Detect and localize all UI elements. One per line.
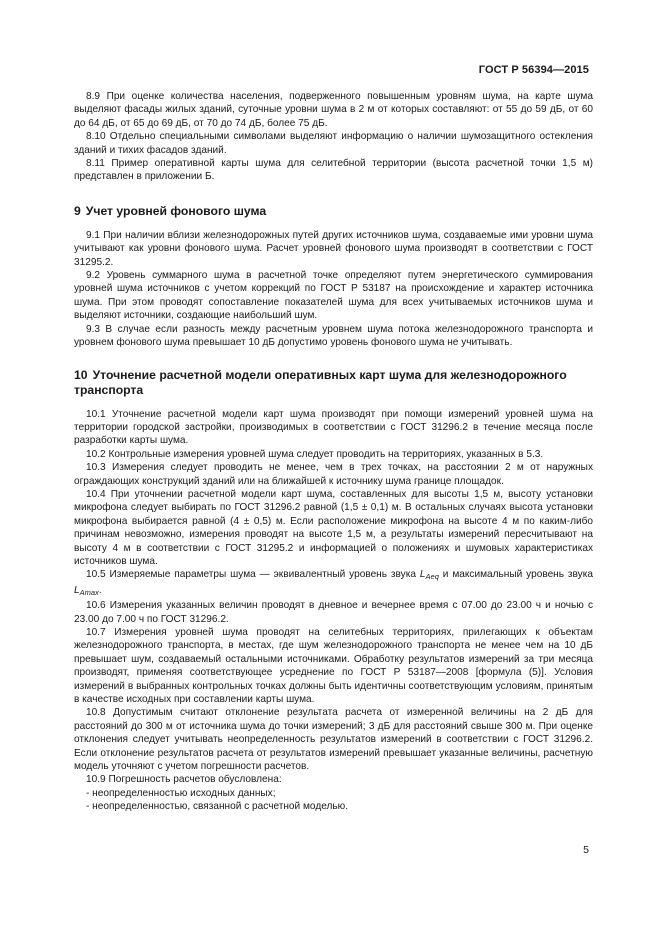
paragraph-10-7: 10.7 Измерения уровней шума проводят на селитебных территориях, прилегающих к объектам железнодорожного транспорта, в местах, где шум железнодорожного транспорта не менее чем на 10 дБ превышает шум, создаваемый остальными источниками. Обработку результатов измерений за три месяца производят, применяя соответствующее усреднение по ГОСТ Р 53187—2008 [формула (5)]. Условия измерений в выбранных контрольных точках должны быть идентичны соответствующим условиям, принятым в качестве исходных при составлении карты шума. [74,627,593,706]
page-content [74,90,593,814]
section-9-title: Учет уровней фонового шума [85,203,267,218]
list-item-2: - неопределенностью, связанной с расчетной моделью. [86,801,349,813]
paragraph-9-1: 9.1 При наличии вблизи железнодорожных путей других источников шума, создаваемые ими уровни шума учитывают как уровни фонового шума. Расчет уровней фонового шума производят в соответствии с ГОСТ 31295.2. [74,229,593,268]
paragraph-10-8: 10.8 Допустимым считают отклонение результата расчета от измеренной величины на 2 дБ для расстояний до 300 м от источника шума до точки измерений; 3 дБ для расстояний свыше 300 м. При оценке отклонения следует учитывать неопределенность результатов измерений в соответствии с ГОСТ 31296.2. Если отклонение результатов расчета от результатов измерений превышает указанные величины, расчетную модель уточняют с учетом погрешности расчетов. [74,707,593,773]
page-number: 5 [583,844,589,856]
list-item-1: - неопределенностью исходных данных; [86,787,276,799]
paragraph-10-3: 10.3 Измерения следует проводить не менее, чем в трех точках, на расстоянии 2 м от наружных ограждающих конструкций зданий или на ближайшей к источнику шума границе площадок. [74,462,593,487]
section-10-number: 10 [74,367,88,382]
section-9-number: 9 [74,203,81,218]
paragraph-8-9: 8.9 При оценке количества населения, подверженного повышенным уровням шума, на карте шума выделяют фасады жилых зданий, суточные уровни шума в 2 м от которых составляют: от 55 до 59 дБ, от 60 до 64 дБ, от 65 до 69 дБ, от 70 до 74 дБ, более 75 дБ. [74,91,593,129]
symbol-lamax: $L_{Amax}$ [74,584,99,597]
paragraph-10-5-text: 10.5 Измеряемые параметры шума — эквивалентный уровень звука [86,569,416,581]
paragraph-10-1: 10.1 Уточнение расчетной модели карт шума производят при помощи измерений уровней шума на территории городской застройки, производимых в соответствии с ГОСТ 31296.2 в течение месяца после разработки карты шума. [74,408,593,447]
paragraph-10-4: 10.4 При уточнении расчетной модели карт шума, составленных для высоты 1,5 м, высоту установки микрофона следует выбирать по ГОСТ 31296.2 равной (1,5 ± 0,1) м. В остальных случаях высота установки микрофона выбирается равной (4 ± 0,5) м. Если расположение микрофона на высоте 4 м по каким-либо причинам невозможно, измерения проводят на высоте 1,5 м, а результаты измерений пересчитывают на высоту 4 м в соответствии с ГОСТ 31295.2 и информацией о положениях и шумовых характеристиках источников шума. [74,488,593,567]
symbol-laeq: $L_{Aeq}$ [419,569,439,582]
paragraph-10-2: 10.2 Контрольные измерения уровней шума следует проводить на территориях, указанных в 5.3. [86,448,544,460]
section-10-heading [74,368,593,398]
paragraph-8-10: 8.10 Отдельно специальными символами выделяют информацию о наличии шумозащитного остекления зданий и тихих фасадов зданий. [74,131,593,156]
paragraph-10-9: 10.9 Погрешность расчетов обусловлена: [86,774,282,786]
section-10-title: Уточнение расчетной модели оперативных карт шума для железнодорожного транспорта [74,367,567,397]
paragraph-9-2: 9.2 Уровень суммарного шума в расчетной точке определяют путем энергетического суммирования уровней шума источников с учетом коррекций по ГОСТ Р 53187 на происхождение и характер источника шума. При этом проводят сопоставление показателей шума для всех учитываемых источников шума и выделяют источники, создающие наибольший шум. [74,270,593,322]
paragraph-8-11: 8.11 Пример оперативной карты шума для селитебной территории (высота расчетной точки 1,5 м) представлен в приложении Б. [74,158,593,183]
paragraph-10-5: 10.5 Измеряемые параметры шума — эквивалентный уровень звука $L_{Aeq}$ и максимальный уровень звука $L_{Amax}$. [74,569,593,597]
paragraph-10-6: 10.6 Измерения указанных величин проводят в дневное и вечернее время с 07.00 до 23.00 ч и ночью с 23.00 до 7.00 ч по ГОСТ 31296.2. [74,600,593,625]
paragraph-10-5-and: и максимальный уровень звука [442,569,593,581]
section-9-heading [74,204,593,219]
document-code-header: ГОСТ Р 56394—2015 [478,64,589,76]
paragraph-9-3: 9.3 В случае если разность между расчетным уровнем шума потока железнодорожного транспорта и уровнем фонового шума превышает 10 дБ допустимо уровень фонового шума не учитывать. [74,323,593,349]
